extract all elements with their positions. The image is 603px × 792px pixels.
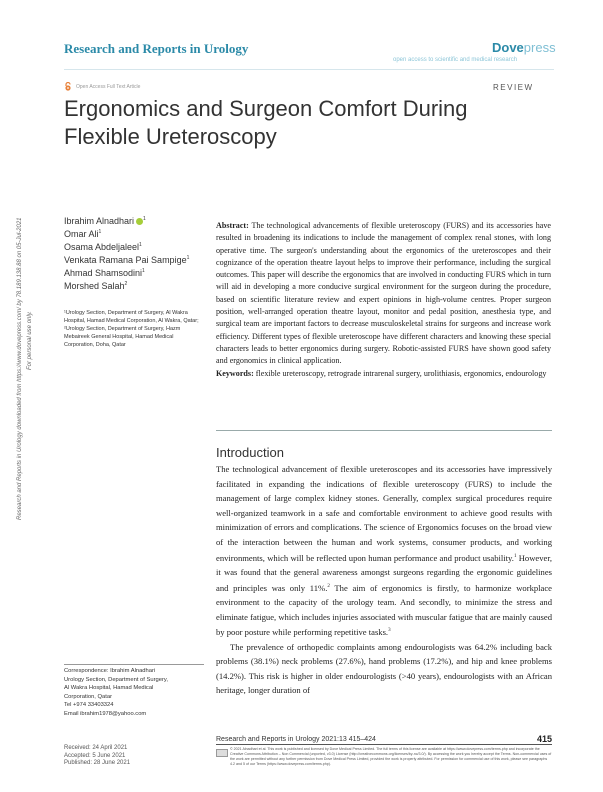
- citation-ref[interactable]: 2: [327, 583, 330, 589]
- citation-ref[interactable]: 1: [513, 553, 517, 559]
- author[interactable]: Osama Abdeljaleel$^1$: [64, 242, 142, 252]
- footer-divider: [216, 744, 552, 745]
- abstract: [216, 220, 551, 380]
- author[interactable]: Venkata Ramana Pai Sampige$^1$: [64, 255, 190, 265]
- keywords-label: Keywords:: [216, 368, 254, 378]
- orcid-icon[interactable]: [136, 218, 143, 225]
- affiliations: [64, 309, 204, 349]
- footer-citation[interactable]: Research and Reports in Urology 2021:13 415–424: [216, 736, 376, 743]
- correspondence-email[interactable]: Email ibrahim1978@yahoo.com: [64, 710, 147, 717]
- paragraph: The technological advancement of flexible ureteroscopes and its accessories have impressively facilitated in expanding the indications of flexible ureteroscopy (FURS) to include the management of large complex kidney stones. Generally, complex surgical procedures require well-organized teamwork in a safe and comfortable environment to achieve good results with minimization of errors and complications. The science of Ergonomics focuses on the broad view of the interaction between the human and work systems, consumer products, and working environments, which will be reflected upon human performance and product usability.$^1$ However, it was found that the general awareness amongst surgeons regarding the ergonomic guidelines and principles was only 11%.$^2$ The aim of ergonomics is firstly, to harmonize workplace environment to the capacity of the urology team. And secondly, to minimize the stress and eliminate fatigue, which includes injuries associated with muscular fatigue that are mainly caused by poor posture while performing repetitive tasks.$^3$: [216, 464, 553, 638]
- paragraph: The prevalence of orthopedic complaints among endourologists was 64.2% including back problems (38.1%) neck problems (27.6%), hand problems (17.2%), and hip and knee problems (14.2%). This risk is higher in older endourologists (>40 years), endourologists with an African heritage, longer duration of: [216, 641, 552, 696]
- creative-commons-icon[interactable]: [216, 749, 228, 757]
- author-list: [64, 216, 204, 294]
- article-dates: [64, 745, 130, 768]
- author[interactable]: Ibrahim Alnadhari $^1$: [64, 216, 146, 226]
- published-date: Published: 28 June 2021: [64, 760, 131, 766]
- author[interactable]: Omar Ali$^1$: [64, 229, 102, 239]
- accepted-date: Accepted: 5 June 2021: [64, 752, 126, 759]
- affiliation-2: ²Urology Section, Department of Surgery, Hazm Mebaireek General Hospital, Hamad Medical Corporation, Doha, Qatar: [64, 326, 181, 348]
- publisher-tagline: open access to scientific and medical research: [393, 57, 518, 63]
- section-heading: Introduction: [216, 445, 284, 460]
- introduction-body: [216, 462, 552, 698]
- received-date: Received: 24 April 2021: [64, 745, 128, 751]
- article-type: REVIEW: [493, 83, 534, 92]
- abstract-label: Abstract:: [216, 221, 249, 230]
- citation-ref[interactable]: 3: [388, 628, 391, 634]
- keywords-text: flexible ureteroscopy, retrograde intrarenal surgery, urolithiasis, ergonomics, endourology: [255, 368, 547, 378]
- personal-use-notice: For personal use only.: [27, 311, 33, 370]
- open-access-icon: [64, 82, 72, 91]
- article-title: Ergonomics and Surgeon Comfort During Flexible Ureteroscopy: [64, 96, 468, 149]
- publisher-logo[interactable]: Dovepress: [492, 40, 556, 55]
- license-text: © 2021 Alnadhari et al. This work is published and licensed by Dove Medical Press Limited. The full terms of this license are available at https://www.dovepress.com/terms.php and incorporate the Creative Commons Attribution – Non Commercial (unported, v3.0) License (http://creativecommons.org/licenses/by-nc/3.0/). By accessing the work you hereby accept the Terms. Non-commercial uses of the work are permitted without any further permission from Dove Medical Press Limited, provided the work is properly attributed. For permission for commercial use of this work, please see paragraphs 4.2 and 5 of our Terms (https://www.dovepress.com/terms.php).: [230, 747, 552, 766]
- author[interactable]: Ahmad Shamsodini$^1$: [64, 268, 145, 278]
- header-divider: [64, 69, 554, 70]
- author[interactable]: Morshed Salah$^2$: [64, 281, 128, 291]
- open-access-label: Open Access Full Text Article: [76, 84, 141, 90]
- abstract-text: The technological advancements of flexible ureteroscopy (FURS) and its accessories have resulted in broadening its indications to include the management of complex renal stones, with long operative time. The surgeon's understanding about the ergonomics of the ureteroscopes and their cognizance of the operation theatre layout helps to improve their performance, including the surgical outcomes. This paper will describe the ergonomics that are involved in conducting FURS which in turn will aid in developing a more conducive surgical environment for the surgeon during the procedure, based on scientific literature review and expert opinions in high-volume centres. Proper surgeon position, well-arranged operation theatre layout, monitor and pedal position, anesthesia type, and surgical team are important factors to decrease musculoskeletal strains for surgeons and increase work efficiency. Different types of flexible ureteroscope have different characters and knowing these special characters leads to better ergonomics during surgery. Robotic-assisted FURS have shown good safety and ergonomics in clinical application.: [216, 221, 551, 366]
- download-watermark: [5, 140, 35, 520]
- affiliation-1: ¹Urology Section, Department of Surgery, Al Wakra Hospital, Hamad Medical Corporation, Al Wakra, Qatar;: [64, 310, 199, 324]
- download-notice: Research and Reports in Urology downloaded from https://www.dovepress.com/ by 78.189.138.88 on 05-Jul-2021: [17, 217, 23, 520]
- correspondence: Correspondence: Ibrahim Alnadhari Urology Section, Department of Surgery, Al Wakra Hospital, Hamad Medical Corporation, Qatar Tel +974 33403324 Email ibrahim1978@yahoo.com: [64, 664, 204, 718]
- page-number: 415: [537, 734, 553, 744]
- journal-name: Research and Reports in Urology: [64, 41, 249, 56]
- abstract-divider: [216, 430, 552, 431]
